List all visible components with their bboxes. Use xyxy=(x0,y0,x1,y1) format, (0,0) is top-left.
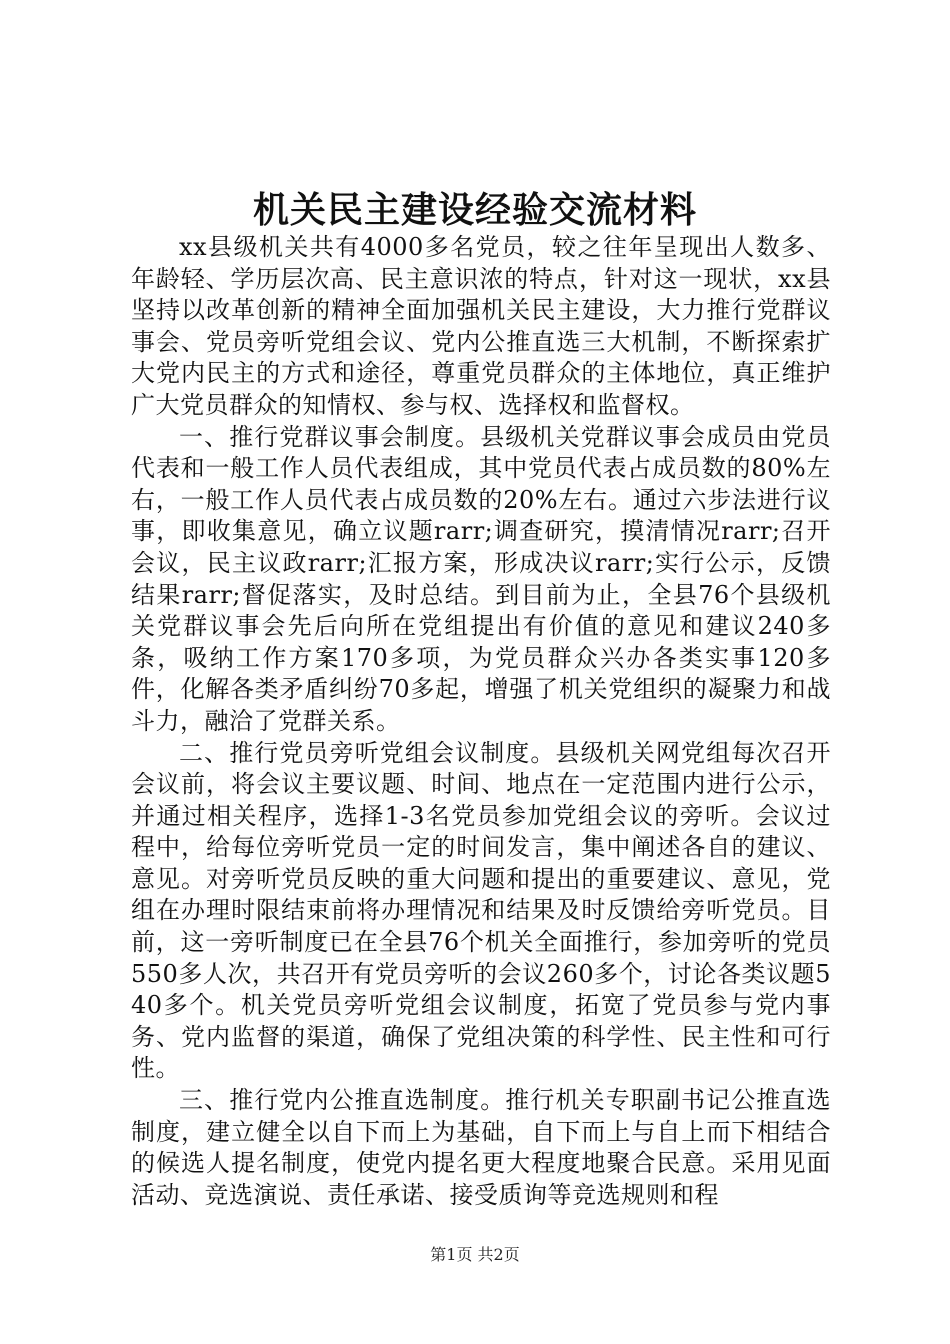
document-body xyxy=(131,232,831,1211)
paragraph-section-3: 三、推行党内公推直选制度。推行机关专职副书记公推直选制度，建立健全以自下而上为基础，自下而上与自上而下相结合的候选人提名制度，使党内提名更大程度地聚合民意。采用见面活动、竞选演说、责任承诺、接受质询等竞选规则和程 xyxy=(131,1086,831,1209)
paragraph-section-2: 二、推行党员旁听党组会议制度。县级机关网党组每次召开会议前，将会议主要议题、时间、地点在一定范围内进行公示，并通过相关程序，选择1-3名党员参加党组会议的旁听。会议过程中，给每位旁听党员一定的时间发言，集中阐述各自的建议、意见。对旁听党员反映的重大问题和提出的重要建议、意见，党组在办理时限结束前将办理情况和结果及时反馈给旁听党员。目前，这一旁听制度已在全县76个机关全面推行，参加旁听的党员550多人次，共召开有党员旁听的会议260多个，讨论各类议题540多个。机关党员旁听党组会议制度，拓宽了党员参与党内事务、党内监督的渠道，确保了党组决策的科学性、民主性和可行性。 xyxy=(131,738,831,1083)
paragraph-intro: xx县级机关共有4000多名党员，较之往年呈现出人数多、年龄轻、学历层次高、民主意识浓的特点，针对这一现状，xx县坚持以改革创新的精神全面加强机关民主建设，大力推行党群议事会、党员旁听党组会议、党内公推直选三大机制，不断探索扩大党内民主的方式和途径，尊重党员群众的主体地位，真正维护广大党员群众的知情权、参与权、选择权和监督权。 xyxy=(131,233,831,419)
paragraph-section-1: 一、推行党群议事会制度。县级机关党群议事会成员由党员代表和一般工作人员代表组成，其中党员代表占成员数的80%左右，一般工作人员代表占成员数的20%左右。通过六步法进行议事，即收集意见，确立议题rarr;调查研究，摸清情况rarr;召开会议，民主议政rarr;汇报方案，形成决议rarr;实行公示，反馈结果rarr;督促落实，及时总结。到目前为止，全县76个县级机关党群议事会先后向所在党组提出有价值的意见和建议240多条，吸纳工作方案170多项，为党员群众兴办各类实事120多件，化解各类矛盾纠纷70多起，增强了机关党组织的凝聚力和战斗力，融洽了党群关系。 xyxy=(131,422,831,735)
document-title: 机关民主建设经验交流材料 xyxy=(252,189,697,231)
page-footer: 第1页 共2页 xyxy=(430,1245,520,1264)
